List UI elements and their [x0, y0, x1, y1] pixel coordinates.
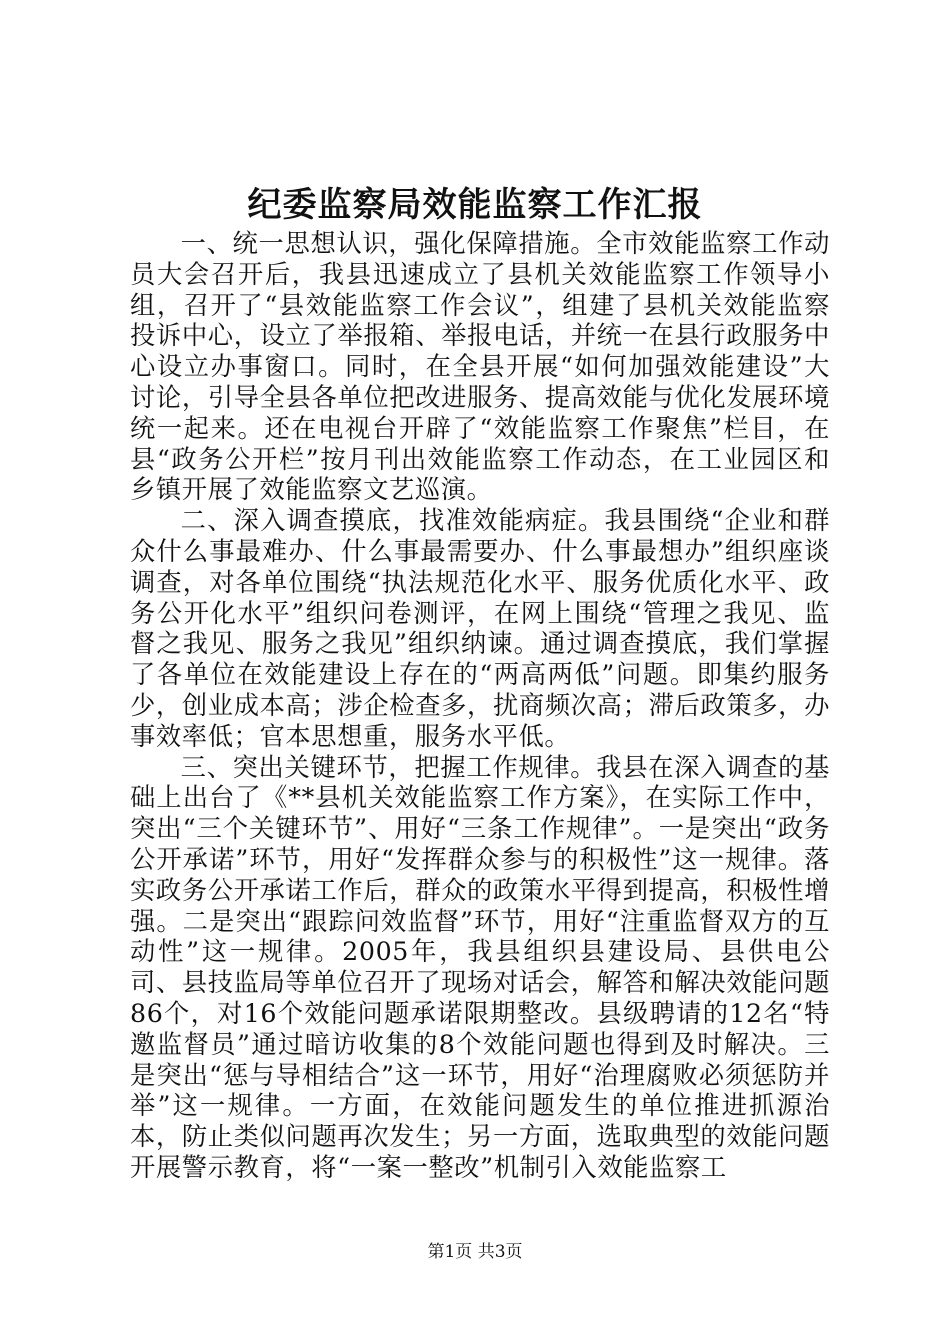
paragraph-1: 一、统一思想认识，强化保障措施。全市效能监察工作动员大会召开后，我县迅速成立了县机关效能监察工作领导小组，召开了“县效能监察工作会议”，组建了县机关效能监察投诉中心，设立了举报箱、举报电话，并统一在县行政服务中心设立办事窗口。同时，在全县开展“如何加强效能建设”大讨论，引导全县各单位把改进服务、提高效能与优化发展环境统一起来。还在电视台开辟了“效能监察工作聚焦”栏目，在县“政务公开栏”按月刊出效能监察工作动态，在工业园区和乡镇开展了效能监察文艺巡演。: [130, 229, 830, 505]
paragraph-2: 二、深入调查摸底，找准效能病症。我县围绕“企业和群众什么事最难办、什么事最需要办、什么事最想办”组织座谈调查，对各单位围绕“执法规范化水平、服务优质化水平、政务公开化水平”组织问卷测评，在网上围绕“管理之我见、监督之我见、服务之我见”组织纳谏。通过调查摸底，我们掌握了各单位在效能建设上存在的“两高两低”问题。即集约服务少，创业成本高；涉企检查多，扰商频次高；滞后政策多，办事效率低；官本思想重，服务水平低。: [130, 506, 830, 751]
document-title: 纪委监察局效能监察工作汇报: [247, 185, 703, 225]
paragraph-3: 三、突出关键环节，把握工作规律。我县在深入调查的基础上出台了《**县机关效能监察工作方案》，在实际工作中，突出“三个关键环节”、用好“三条工作规律”。一是突出“政务公开承诺”环节，用好“发挥群众参与的积极性”这一规律。落实政务公开承诺工作后，群众的政策水平得到提高，积极性增强。二是突出“跟踪问效监督”环节，用好“注重监督双方的互动性”这一规律。2005年，我县组织县建设局、县供电公司、县技监局等单位召开了现场对话会，解答和解决效能问题86个，对16个效能问题承诺限期整改。县级聘请的12名“特邀监督员”通过暗访收集的8个效能问题也得到及时解决。三是突出“惩与导相结合”这一环节，用好“治理腐败必须惩防并举”这一规律。一方面，在效能问题发生的单位推进抓源治本，防止类似问题再次发生；另一方面，选取典型的效能问题开展警示教育，将“一案一整改”机制引入效能监察工: [130, 752, 830, 1182]
page-footer: 第1页 共3页: [427, 1242, 523, 1262]
document-body: [130, 229, 830, 1184]
